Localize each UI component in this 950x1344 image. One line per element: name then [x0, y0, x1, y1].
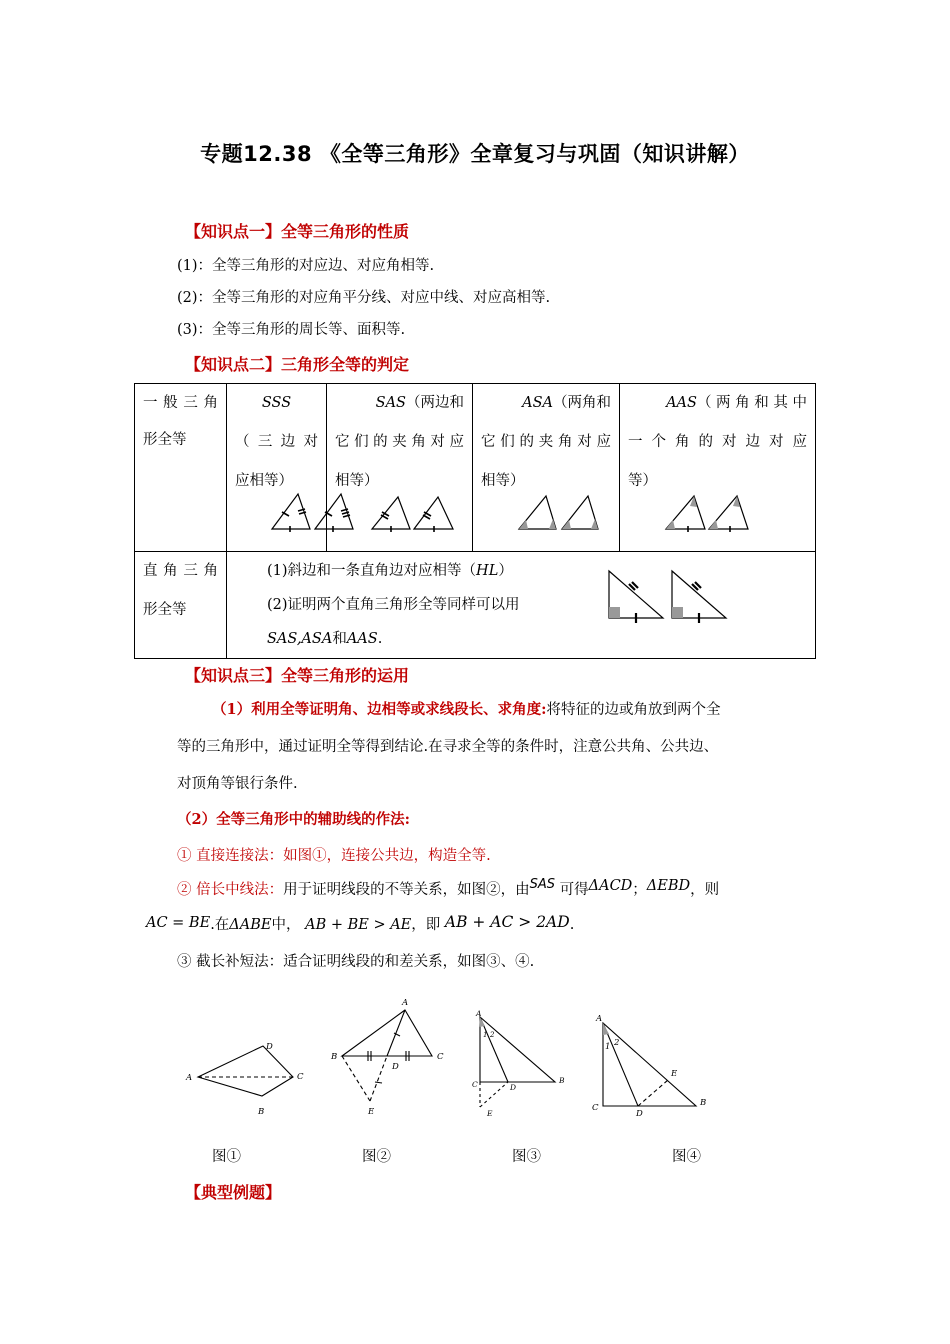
asa-desc-2: 相等） [481, 473, 525, 489]
fig1-label-C: C [297, 1072, 304, 1082]
sas-triangle-2 [414, 497, 453, 529]
right-head-2: 形全等 [143, 602, 187, 618]
figure-label-3: 图③ [512, 1149, 541, 1165]
fig2-label-E: E [368, 1107, 375, 1117]
method-1: ① 直接连接法：如图①，连接公共边，构造全等. [177, 848, 491, 864]
fig3-label-A: A [476, 1009, 482, 1018]
fig4-label-E: E [671, 1069, 678, 1079]
fig4-label-1: 1 [605, 1042, 611, 1052]
kp1-item-3: (3)：全等三角形的周长等、面积等. [177, 322, 406, 338]
fig3-label-2: 2 [490, 1031, 495, 1039]
fig2-label-B: B [331, 1052, 338, 1062]
fig4-label-D: D [636, 1109, 643, 1119]
figure-1 [198, 1046, 293, 1096]
fig2-label-C: C [437, 1052, 444, 1062]
method-2-line2: AC = BE.在ΔABE中， AB + BE > AE，即 AB + AC > 2AD. [146, 913, 575, 933]
general-head-2: 形全等 [143, 432, 187, 448]
asa-name: ASA [522, 395, 553, 411]
examples-heading: 【典型例题】 [185, 1183, 282, 1202]
fig3-label-E: E [487, 1109, 493, 1118]
fig3-label-D: D [510, 1083, 517, 1092]
general-head-1: 一般三角 [143, 395, 218, 411]
sas-desc-0: （两边和 [406, 395, 464, 411]
kp1-item-2: (2)：全等三角形的对应角平分线、对应中线、对应高相等. [177, 290, 551, 306]
fig4-label-C: C [592, 1103, 599, 1113]
aas-desc-2: 等） [628, 473, 657, 489]
method-figures [0, 990, 950, 1130]
fig2-label-A: A [402, 998, 409, 1008]
figure-4 [603, 1023, 696, 1106]
sss-triangle-2 [315, 494, 353, 529]
figure-label-2: 图② [362, 1149, 391, 1165]
kp3-heading: 【知识点三】全等三角形的运用 [185, 666, 410, 685]
fig4-label-2: 2 [614, 1038, 620, 1048]
kp3-p2-heading: （2）全等三角形中的辅助线的作法: [177, 811, 410, 828]
figure-label-4: 图④ [672, 1149, 701, 1165]
fig1-label-D: D [266, 1042, 273, 1052]
aas-name: AAS [666, 395, 697, 411]
sss-triangle-1 [272, 494, 310, 529]
page-title: 专题12.38 《全等三角形》全章复习与巩固（知识讲解） [200, 142, 750, 166]
method-3: ③ 截长补短法：适合证明线段的和差关系，如图③、④. [177, 954, 535, 970]
hl-line-3: SAS,ASA和AAS. [267, 631, 383, 647]
sas-desc-2: 相等） [335, 473, 379, 489]
hl-line-1: (1)斜边和一条直角边对应相等（HL） [267, 563, 513, 579]
right-head-1: 直角三角 [143, 563, 218, 579]
kp3-p1-line2: 等的三角形中，通过证明全等得到结论.在寻求全等的条件时，注意公共角、公共边、 [177, 739, 719, 755]
hl-line-2: (2)证明两个直角三角形全等同样可以用 [267, 597, 520, 613]
kp3-p1-line1: （1）利用全等证明角、边相等或求线段长、求角度:将特征的边或角放到两个全 [212, 701, 721, 718]
kp1-item-1: (1)：全等三角形的对应边、对应角相等. [177, 258, 435, 274]
fig3-label-1: 1 [483, 1031, 488, 1039]
fig4-label-B: B [700, 1098, 707, 1108]
figure-2 [342, 1010, 432, 1101]
sss-desc-1: （ 三 边 对 [235, 434, 318, 450]
aas-desc-0: （ 两 角 和 其 中 [696, 395, 807, 411]
asa-desc-0: （两角和 [553, 395, 611, 411]
sss-name: SSS [261, 395, 292, 411]
fig3-label-B: B [559, 1076, 565, 1085]
sas-name: SAS [375, 395, 406, 411]
fig3-label-C: C [472, 1080, 478, 1089]
fig2-label-D: D [392, 1062, 399, 1072]
kp3-p1-line3: 对顶角等银行条件. [177, 776, 298, 792]
sas-triangle-1 [372, 497, 410, 529]
asa-desc-1: 它们的夹角对应 [481, 434, 611, 450]
kp2-heading: 【知识点二】三角形全等的判定 [185, 355, 410, 374]
fig1-label-B: B [258, 1107, 265, 1117]
method-2-line1: ② 倍长中线法：用于证明线段的不等关系，如图②，由SAS 可得ΔACD；ΔEBD，则 [177, 877, 720, 898]
fig1-label-A: A [186, 1073, 193, 1083]
sss-desc-2: 应相等） [235, 473, 293, 489]
fig4-label-A: A [596, 1014, 603, 1024]
kp1-heading: 【知识点一】全等三角形的性质 [185, 222, 410, 241]
aas-desc-1: 一 个 角 的 对 边 对 应 [628, 434, 807, 450]
sas-desc-1: 它们的夹角对应 [335, 434, 464, 450]
figure-label-1: 图① [212, 1149, 241, 1165]
